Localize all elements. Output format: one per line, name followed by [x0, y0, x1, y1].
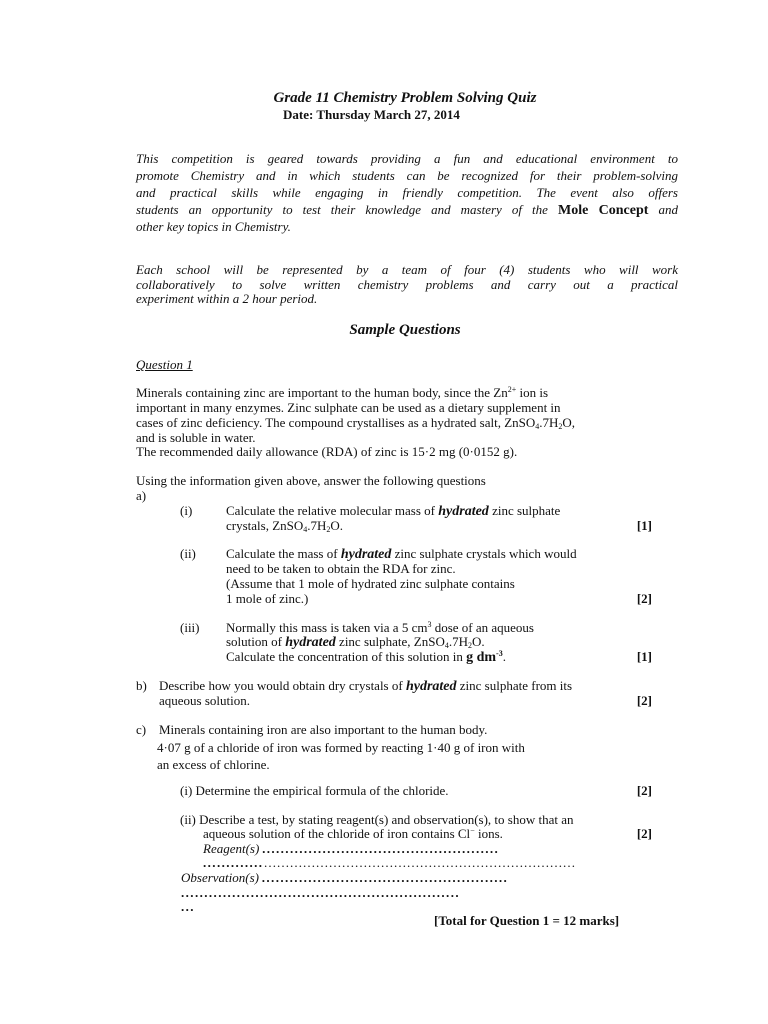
question-text: 4·07 g of a chloride of iron was formed by reacting 1·40 g of iron with — [157, 740, 525, 755]
intro-text: and — [658, 202, 679, 217]
intro-paragraph-2 — [136, 263, 678, 307]
observation-answer-line-3[interactable] — [181, 899, 195, 914]
marks-label: [2] — [636, 591, 652, 606]
intro-paragraph-1 — [136, 150, 678, 235]
question-text-part: Describe how you would obtain dry crystals of — [159, 678, 406, 693]
question-text-part: zinc sulphate crystals which would — [391, 546, 577, 561]
question-label: Question 1 — [136, 357, 193, 372]
question-text — [226, 620, 534, 635]
question-text: crystals, $ZnSO_4.7H_2O$. — [226, 518, 344, 534]
question-text-part: ions. — [474, 826, 503, 841]
observation-answer-line[interactable] — [181, 870, 509, 885]
answer-dots: ............. — [203, 855, 264, 870]
instruction-text: Using the information given above, answer the following questions — [136, 473, 486, 488]
intro-line: collaboratively to solve written chemistry problems and carry out a practical — [136, 276, 678, 292]
question-text-part: Calculate the concentration of this solution in — [226, 649, 467, 664]
quiz-date: Date: Thursday March 27, 2014 — [283, 107, 460, 122]
question-intro-line: cases of zinc deficiency. The compound crystallises as a hydrated salt, $ZnSO_4.7H_2O$, — [136, 415, 576, 431]
answer-dots: ... — [181, 899, 195, 914]
part-number: (iii) — [180, 620, 200, 635]
hydrated-emphasis: hydrated — [285, 635, 336, 650]
answer-dots: ..................................................... — [262, 870, 509, 885]
part-number: (ii) — [180, 546, 196, 561]
reagent-answer-line[interactable] — [203, 841, 500, 856]
question-text: solution of hydrated zinc sulphate, $ZnSO_4.7H_2O$. — [226, 634, 485, 650]
question-text-part: Calculate the mass of — [226, 546, 341, 561]
intro-line — [136, 201, 678, 218]
reagent-answer-line-2[interactable] — [203, 855, 575, 870]
question-intro-line: The recommended daily allowance (RDA) of zinc is 15·2 mg (0·0152 g). — [136, 444, 518, 459]
question-text: need to be taken to obtain the RDA for zinc. — [226, 561, 456, 576]
intro-line: experiment within a 2 hour period. — [136, 291, 318, 306]
part-c-label: c) — [136, 722, 147, 737]
intro-text: Minerals containing zinc are important to the human body, since the Zn — [136, 385, 508, 400]
intro-line: and practical skills while engaging in friendly competition. The event also offers — [136, 185, 678, 200]
marks-label: [2] — [636, 826, 652, 841]
marks-label: [1] — [636, 518, 652, 533]
intro-text: students an opportunity to test their knowledge and mastery of the — [136, 202, 548, 217]
superscript: -3 — [496, 649, 503, 658]
part-number: (i) — [180, 503, 193, 518]
question-text: (ii) Describe a test, by stating reagent(s) and observation(s), to show that an — [180, 812, 574, 827]
answer-dots: ............................................................ — [181, 885, 460, 900]
question-intro-line: and is soluble in water. — [136, 430, 256, 445]
ion-charge: 2+ — [507, 385, 517, 394]
question-text — [203, 826, 503, 841]
question-text-part: zinc sulphate, ZnSO — [335, 634, 445, 649]
question-text: Calculate the concentration of this solution in g $dm^{-3}$. — [226, 649, 506, 665]
mole-concept-emphasis: Mole Concept — [558, 203, 649, 218]
question-text-part: zinc sulphate from its — [456, 678, 573, 693]
intro-line: This competition is geared towards providing a fun and educational environment to — [136, 151, 678, 166]
answer-dots: ……………………………………………………………… — [263, 855, 576, 870]
marks-label: [1] — [636, 649, 652, 664]
section-title: Sample Questions — [349, 322, 461, 338]
question-intro-line: important in many enzymes. Zinc sulphate can be used as a dietary supplement in — [136, 400, 561, 415]
question-text — [226, 546, 577, 562]
marks-label: [2] — [636, 783, 652, 798]
marks-label: [2] — [636, 693, 652, 708]
unit-label: g dm — [466, 650, 497, 665]
question-text — [226, 503, 560, 519]
part-a-label: a) — [136, 488, 147, 503]
question-text-part: crystals, ZnSO — [226, 518, 304, 533]
answer-dots: ................................................... — [262, 841, 500, 856]
page-title: Grade 11 Chemistry Problem Solving Quiz — [273, 90, 537, 106]
observation-label: Observation(s) — [181, 870, 259, 885]
intro-line: Each school will be represented by a team of four (4) students who will work — [136, 262, 678, 277]
question-text-part: dose of an aqueous — [431, 620, 534, 635]
question-text: (Assume that 1 mole of hydrated zinc sulphate contains — [226, 576, 515, 591]
hydrated-emphasis: hydrated — [405, 679, 457, 694]
question-text-part: solution of — [226, 634, 286, 649]
question-intro-line — [136, 385, 548, 400]
question-text-part: Calculate the relative molecular mass of — [226, 503, 439, 518]
question-text — [159, 678, 572, 694]
question-text: an excess of chlorine. — [157, 757, 270, 772]
question-text: Minerals containing iron are also important to the human body. — [159, 722, 488, 737]
hydrated-emphasis: hydrated — [340, 547, 392, 562]
superscript: 3 — [427, 620, 432, 629]
question-text-part: zinc sulphate — [488, 503, 561, 518]
question-text-part: Normally this mass is taken via a 5 cm — [226, 620, 428, 635]
observation-answer-line-2[interactable] — [181, 885, 460, 900]
ion-charge: − — [470, 826, 475, 835]
intro-line: promote Chemistry and in which students can be recognized for their problem-solving — [136, 168, 678, 183]
reagent-label: Reagent(s) — [203, 841, 260, 856]
part-b-label: b) — [136, 678, 147, 693]
question-text-part: aqueous solution of the chloride of iron contains Cl — [203, 826, 471, 841]
question-text: 1 mole of zinc.) — [226, 591, 309, 606]
question-text: (i) Determine the empirical formula of the chloride. — [180, 783, 449, 798]
intro-text: ion is — [516, 385, 549, 400]
intro-line: other key topics in Chemistry. — [136, 219, 291, 234]
hydrated-emphasis: hydrated — [438, 504, 489, 519]
intro-text: cases of zinc deficiency. The compound crystallises as a hydrated salt, ZnSO — [136, 415, 536, 430]
total-marks: [Total for Question 1 = 12 marks] — [434, 913, 620, 928]
question-text: aqueous solution. — [159, 693, 250, 708]
